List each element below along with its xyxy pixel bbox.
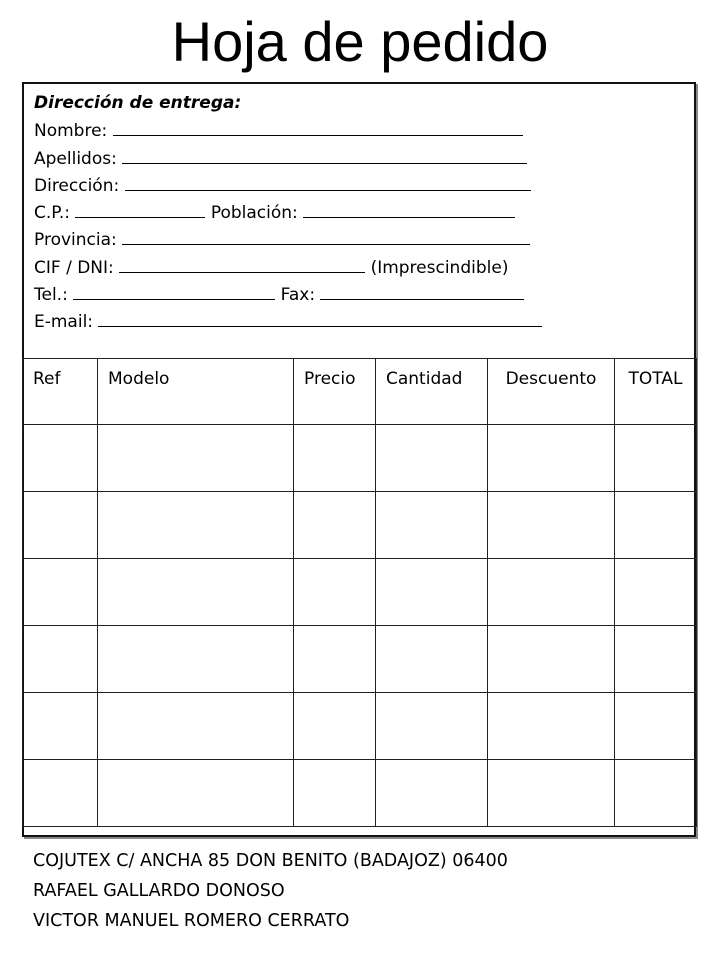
table-cell[interactable] [98,559,294,626]
company-info [33,846,508,936]
delivery-address-section [34,90,684,336]
table-cell[interactable] [294,760,376,827]
order-form [22,82,696,837]
cp-label: C.P.: [34,203,71,224]
table-cell[interactable] [615,492,697,559]
cp-field[interactable] [75,199,205,218]
table-cell[interactable] [294,559,376,626]
column-header-ref: Ref [23,359,98,425]
contact-name-2: VICTOR MANUEL ROMERO CERRATO [33,911,350,931]
table-cell[interactable] [615,559,697,626]
table-row [23,760,697,827]
email-label: E-mail: [34,312,94,333]
email-field[interactable] [98,308,542,327]
poblacion-label: Población: [210,203,298,224]
table-cell[interactable] [98,626,294,693]
fax-field[interactable] [320,281,524,300]
nombre-field[interactable] [113,117,523,136]
table-cell[interactable] [488,760,615,827]
table-cell[interactable] [294,626,376,693]
cif-note: (Imprescindible) [370,257,509,278]
direccion-field[interactable] [125,172,531,191]
table-cell[interactable] [376,559,488,626]
email-row [34,308,684,335]
table-cell[interactable] [615,760,697,827]
table-cell[interactable] [615,425,697,492]
table-cell[interactable] [294,425,376,492]
provincia-label: Provincia: [34,230,117,251]
table-cell[interactable] [294,492,376,559]
table-cell[interactable] [98,760,294,827]
provincia-row [34,226,684,253]
delivery-address-heading: Dirección de entrega: [34,93,242,113]
apellidos-field[interactable] [122,145,527,164]
table-cell[interactable] [23,559,98,626]
apellidos-label: Apellidos: [34,148,117,169]
nombre-label: Nombre: [34,121,108,142]
column-header-modelo: Modelo [98,359,294,425]
direccion-row [34,172,684,199]
direccion-label: Dirección: [34,175,120,196]
table-cell[interactable] [23,425,98,492]
column-header-cantidad: Cantidad [376,359,488,425]
page-title: Hoja de pedido [171,10,549,73]
company-address: COJUTEX C/ ANCHA 85 DON BENITO (BADAJOZ) 06400 [33,851,508,871]
table-cell[interactable] [98,492,294,559]
table-cell[interactable] [23,760,98,827]
cp-poblacion-row [34,199,684,226]
table-cell[interactable] [615,693,697,760]
table-cell[interactable] [376,492,488,559]
table-cell[interactable] [23,626,98,693]
table-header-row [23,359,697,425]
table-cell[interactable] [488,425,615,492]
tel-field[interactable] [73,281,275,300]
tel-label: Tel.: [34,285,68,306]
table-cell[interactable] [23,693,98,760]
table-cell[interactable] [376,693,488,760]
fax-label: Fax: [280,285,316,306]
table-cell[interactable] [376,626,488,693]
table-cell[interactable] [488,559,615,626]
table-cell[interactable] [294,693,376,760]
table-cell[interactable] [615,626,697,693]
column-header-descuento: Descuento [488,359,615,425]
cif-row [34,254,684,281]
table-cell[interactable] [376,425,488,492]
poblacion-field[interactable] [303,199,515,218]
tel-fax-row [34,281,684,308]
table-cell[interactable] [98,693,294,760]
table-row [23,693,697,760]
cif-field[interactable] [119,254,365,273]
apellidos-row [34,145,684,172]
column-header-total: TOTAL [615,359,697,425]
table-row [23,626,697,693]
table-row [23,492,697,559]
table-cell[interactable] [98,425,294,492]
provincia-field[interactable] [122,226,530,245]
nombre-row [34,117,684,144]
cif-label: CIF / DNI: [34,257,114,278]
table-cell[interactable] [376,760,488,827]
column-header-precio: Precio [294,359,376,425]
table-cell[interactable] [488,626,615,693]
table-row [23,425,697,492]
order-items-table [22,358,697,827]
table-cell[interactable] [488,693,615,760]
table-cell[interactable] [488,492,615,559]
contact-name-1: RAFAEL GALLARDO DONOSO [33,881,285,901]
table-row [23,559,697,626]
table-cell[interactable] [23,492,98,559]
